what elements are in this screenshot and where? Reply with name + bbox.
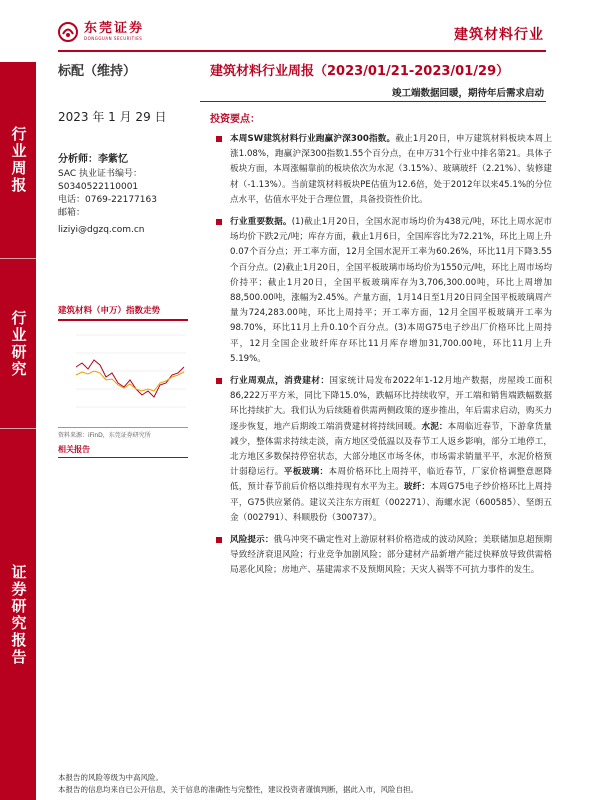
bullet-head: 本周SW建筑材料行业跑赢沪深300指数。 — [230, 134, 396, 144]
key-points-label: 投资要点： — [210, 114, 260, 125]
report-date: 2023 年 1 月 29 日 — [58, 110, 167, 124]
sac-label: SAC 执业证书编号： — [58, 169, 143, 179]
chart-series-index — [76, 360, 184, 397]
bullet-head: 行业重要数据。 — [230, 217, 292, 228]
company-logo — [58, 22, 144, 42]
bullet-body: 俄乌冲突不确定性对上游原材料价格造成的波动风险；美联储加息超预期导致经济衰退风险；行业竞争加剧风险；部分建材产品新增产能过快释放导致供需格局恶化风险；房地产、基建需求不及预期风险；天灾人祸等不可抗力事件的发生。 — [230, 535, 552, 576]
key-point-risk — [214, 533, 552, 579]
sac-number: S0340522110001 — [58, 182, 139, 192]
bullet-body: 截止1月20日，申万建筑材料板块本周上涨1.08%，跑赢沪深300指数1.55个百分点，在申万31个行业中排名第21。具体子板块方面，本周涨幅靠前的板块依次为水泥（3.15%）、玻璃玻纤（2.21%）、装修建材（-1.13%）。当前建筑材料板块PE估值为12.6倍，处于2012年以来45.1%的分位点水平，估值水平处于合理位置，具备投资性价比。 — [230, 134, 553, 205]
analyst-name: 分析师：李紫忆 — [58, 154, 128, 165]
sidebar-label-report: 证券研究报告 — [0, 428, 36, 800]
chart-title: 建筑材料（申万）指数走势 — [58, 304, 188, 321]
index-trend-chart — [58, 304, 188, 439]
analyst-phone: 电话：0769-22177163 — [58, 195, 157, 205]
bullet-body-cement: 本周临近春节，下游拿货量减少，整体需求持续走淡，南方地区受低温以及春节工人返乡影响，部分工地停工，北方地区多数保持停窑状态，大部分地区市场冬休，市场需求销量平平，水泥价格预计弱稳运行。 — [230, 421, 552, 478]
sidebar — [0, 62, 36, 800]
logo-mark-icon — [58, 22, 78, 42]
analyst-email[interactable]: liziyi@dgzq.com.cn — [58, 225, 145, 235]
bullet-subhead-fiberglass: 玻纤： — [403, 482, 431, 493]
bullet-body: 国家统计局发布2022年1-12月地产数据，房屋竣工面积86,222万平方米，同比下降15.0%，跌幅环比持续收窄，开工端和销售端跌幅数据环比持续扩大。我们认为后续随着供需两侧政策的逐步推出，年后需求启动，购买力逐步恢复，地产后期竣工端消费建材将持续回暖。 — [230, 376, 552, 432]
bullet-subhead-glass: 平板玻璃： — [283, 467, 329, 478]
page-footer — [58, 772, 418, 796]
left-info-column — [58, 108, 198, 237]
disclaimer-note: 本报告的信息均来自已公开信息，关于信息的准确性与完整性，建议投资者谨慎判断，据此入市，风险自担。 — [58, 785, 418, 794]
title-divider — [200, 101, 546, 102]
bullet-body-fiberglass: 本周G75电子纱价格环比上周持平，G75供应紧俏。建议关注东方雨虹（002271）、海螺水泥（600585）、坚朗五金（002791）、科顺股份（300737）。 — [230, 482, 552, 523]
page-header — [0, 0, 600, 56]
sidebar-label-research: 行业研究 — [0, 258, 36, 428]
chart-plot — [58, 325, 188, 425]
bullet-head: 风险提示： — [230, 535, 274, 546]
risk-level-note: 本报告的风险等级为中高风险。 — [58, 773, 163, 782]
chart-source: 资料来源：iFinD，东莞证券研究所 — [58, 427, 188, 439]
bullet-subhead-cement: 水泥： — [421, 421, 448, 432]
report-title: 建筑材料行业周报（2023/01/21-2023/01/29） — [210, 64, 510, 79]
bullet-body-glass: 本周价格环比上周持平，临近春节，厂家价格调整意愿降低，预计春节前后价格以维持现有水平为主。 — [230, 467, 552, 493]
report-subtitle: 竣工端数据回暖，期待年后需求启动 — [391, 88, 544, 99]
key-point-performance — [214, 132, 552, 208]
rating-label: 标配（维持） — [58, 64, 137, 79]
analyst-info — [58, 153, 198, 237]
key-point-weekly-view — [214, 374, 552, 526]
sidebar-label-weekly: 行业周报 — [0, 62, 36, 258]
related-reports-title: 相关报告 — [58, 444, 188, 458]
bullet-body: (1)截止1月20日，全国水泥市场均价为438元/吨，环比上周水泥市场均价下跌2元/吨；库存方面，截止1月6日，全国库容比为72.21%，环比上周上升0.07个百分点；开工率方面，12月全国水泥开工率为60.26%，环比11月下降3.55个百分点。(2)截止1月20日，全国平板玻璃市场均价为1550元/吨，环比上周市场均价持平；截止1月20日，全国平板玻璃库存为3,706,300.00吨，环比上周增加88,500.00吨，涨幅为2.45%。产量方面，1月14日至1月20日同全国平板玻璃周产量为724,283.00吨，环比上周持平；开工率方面，12月全国平板玻璃开工率为98.70%，环比11月上升0.10个百分点。(3)本周G75电子纱出厂价格环比上周持平，12月全国企业玻纤库存环比11月库存增加31,700.00吨，环比11月上升5.19%。 — [230, 217, 552, 364]
key-point-industry-data — [214, 215, 552, 367]
logo-name-cn: 东莞证券 — [84, 21, 145, 36]
industry-title: 建筑材料行业 — [454, 27, 544, 43]
logo-name-en: DONGGUAN SECURITIES — [84, 36, 143, 41]
email-label: 邮箱： — [58, 208, 86, 218]
header-divider — [58, 50, 546, 52]
key-points-list — [214, 132, 552, 586]
bullet-head: 行业周观点，消费建材： — [230, 376, 330, 387]
